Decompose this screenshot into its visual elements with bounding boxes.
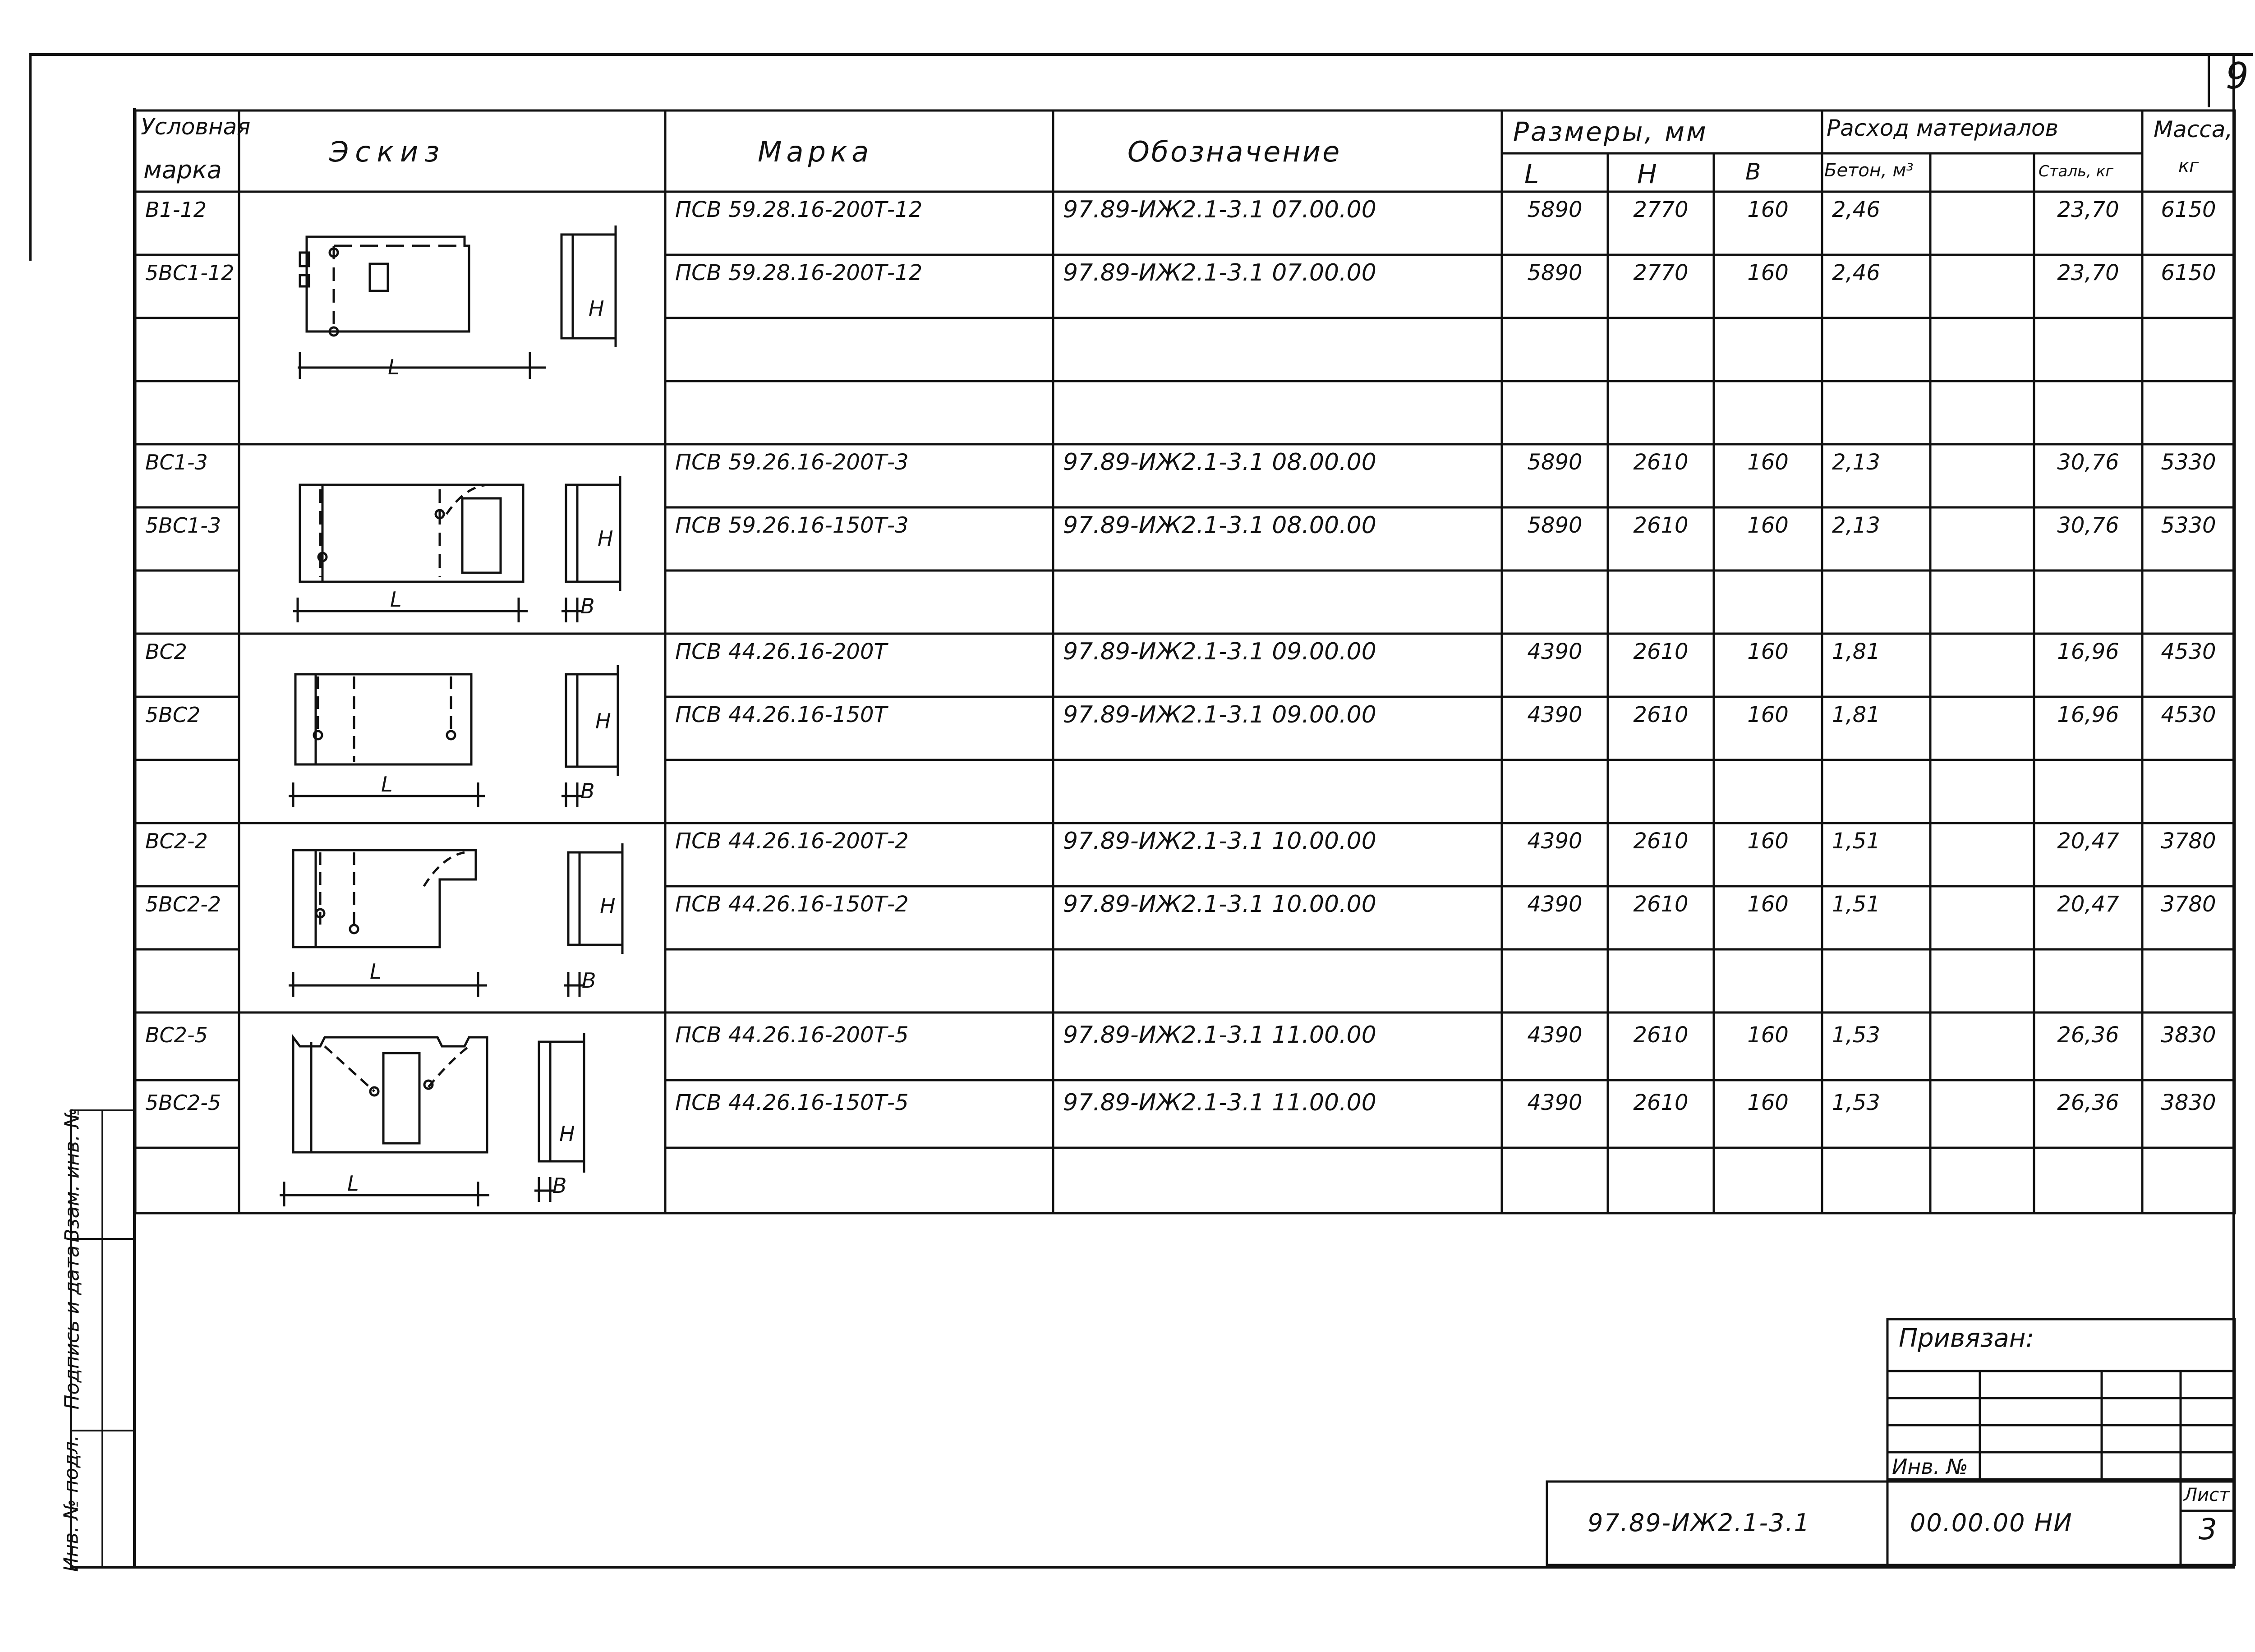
cell-L: 4390 — [1527, 702, 1583, 727]
cell-marka: ПСВ 44.26.16-150Т-2 — [675, 892, 909, 917]
sketch-panel-vs2-5 — [280, 1033, 584, 1206]
cell-marka: ПСВ 44.26.16-150Т — [675, 702, 887, 727]
cell-oboznachenie: 97.89-ИЖ2.1-3.1 11.00.00 — [1063, 1022, 1376, 1049]
sketch3-h-label: H — [595, 709, 611, 733]
cell-beton: 2,46 — [1832, 197, 1880, 222]
cell-B: 160 — [1747, 702, 1789, 727]
cell-massa: 3780 — [2161, 892, 2216, 917]
cell-L: 5890 — [1527, 197, 1583, 222]
cell-H: 2770 — [1633, 197, 1689, 222]
cell-B: 160 — [1747, 197, 1789, 222]
cell-uslovnaya: В1-12 — [145, 198, 207, 222]
cell-beton: 2,46 — [1832, 260, 1880, 285]
cell-stal: 23,70 — [2057, 260, 2119, 285]
sketch5-l-label: L — [347, 1171, 359, 1196]
title-privyazan: Привязан: — [1899, 1324, 2034, 1353]
cell-oboznachenie: 97.89-ИЖ2.1-3.1 07.00.00 — [1063, 196, 1376, 223]
cell-uslovnaya: 5ВС2 — [145, 703, 201, 727]
cell-beton: 1,51 — [1832, 828, 1880, 854]
cell-oboznachenie: 97.89-ИЖ2.1-3.1 10.00.00 — [1063, 828, 1376, 855]
cell-oboznachenie: 97.89-ИЖ2.1-3.1 07.00.00 — [1063, 259, 1376, 286]
cell-stal: 30,76 — [2057, 513, 2119, 538]
title-doc-num: 00.00.00 НИ — [1910, 1509, 2073, 1537]
sketch3-b-label: B — [580, 779, 595, 803]
cell-massa: 3830 — [2161, 1022, 2216, 1048]
header-uslovnaya-1: Условная — [141, 114, 251, 140]
cell-B: 160 — [1747, 892, 1789, 917]
sketch2-h-label: H — [598, 526, 613, 551]
cell-beton: 2,13 — [1832, 450, 1880, 475]
cell-L: 4390 — [1527, 639, 1583, 664]
cell-L: 5890 — [1527, 450, 1583, 475]
title-doc-code: 97.89-ИЖ2.1-3.1 — [1588, 1509, 1810, 1537]
cell-B: 160 — [1747, 450, 1789, 475]
cell-uslovnaya: ВС2 — [145, 640, 187, 664]
cell-stal: 26,36 — [2057, 1022, 2119, 1048]
sketch2-l-label: L — [390, 587, 402, 612]
cell-L: 4390 — [1527, 1022, 1583, 1048]
header-razmery: Размеры, мм — [1513, 116, 1708, 147]
cell-uslovnaya: ВС2-2 — [145, 829, 208, 853]
cell-uslovnaya: 5ВС2-5 — [145, 1091, 221, 1115]
cell-uslovnaya: 5ВС1-3 — [145, 513, 221, 538]
cell-oboznachenie: 97.89-ИЖ2.1-3.1 10.00.00 — [1063, 891, 1376, 918]
header-massa-1: Масса, — [2154, 116, 2233, 143]
cell-oboznachenie: 97.89-ИЖ2.1-3.1 09.00.00 — [1063, 701, 1376, 728]
header-oboznachenie: Обозначение — [1128, 135, 1342, 168]
sketch4-b-label: B — [582, 968, 596, 993]
header-massa-2: кг — [2178, 156, 2199, 176]
side-stamp-label-podpis: Подпись и дата — [60, 1245, 84, 1410]
cell-marka: ПСВ 44.26.16-200Т-5 — [675, 1022, 909, 1048]
cell-L: 4390 — [1527, 828, 1583, 854]
cell-B: 160 — [1747, 1090, 1789, 1115]
cell-oboznachenie: 97.89-ИЖ2.1-3.1 09.00.00 — [1063, 638, 1376, 665]
cell-oboznachenie: 97.89-ИЖ2.1-3.1 08.00.00 — [1063, 512, 1376, 539]
cell-uslovnaya: 5ВС1-12 — [145, 261, 235, 285]
cell-massa: 5330 — [2161, 513, 2216, 538]
cell-oboznachenie: 97.89-ИЖ2.1-3.1 11.00.00 — [1063, 1089, 1376, 1116]
header-beton: Бетон, м³ — [1824, 160, 1914, 181]
title-list-label: Лист — [2184, 1485, 2230, 1505]
cell-stal: 20,47 — [2057, 892, 2119, 917]
cell-massa: 4530 — [2161, 702, 2216, 727]
cell-stal: 23,70 — [2057, 197, 2119, 222]
cell-H: 2610 — [1633, 892, 1689, 917]
header-size-l: L — [1524, 159, 1539, 189]
cell-massa: 5330 — [2161, 450, 2216, 475]
sketch-panel-vs2-2 — [289, 843, 622, 997]
cell-B: 160 — [1747, 828, 1789, 854]
cell-beton: 2,13 — [1832, 513, 1880, 538]
header-raskhod: Расход материалов — [1827, 115, 2059, 141]
cell-H: 2770 — [1633, 260, 1689, 285]
sketch-panel-vs2 — [289, 665, 618, 807]
cell-marka: ПСВ 59.28.16-200Т-12 — [675, 260, 923, 285]
cell-marka: ПСВ 44.26.16-200Т-2 — [675, 828, 909, 854]
cell-H: 2610 — [1633, 639, 1689, 664]
cell-H: 2610 — [1633, 828, 1689, 854]
cell-massa: 6150 — [2161, 197, 2216, 222]
side-stamp-label-vzam: Взам. инв. № — [60, 1108, 84, 1242]
cell-H: 2610 — [1633, 1022, 1689, 1048]
sketch4-l-label: L — [370, 959, 382, 984]
cell-marka: ПСВ 59.26.16-200Т-3 — [675, 450, 909, 475]
cell-marka: ПСВ 59.26.16-150Т-3 — [675, 513, 909, 538]
cell-marka: ПСВ 44.26.16-150Т-5 — [675, 1090, 909, 1115]
cell-H: 2610 — [1633, 1090, 1689, 1115]
cell-uslovnaya: ВС2-5 — [145, 1023, 208, 1047]
sketch-panel-vs1-12 — [298, 225, 616, 379]
cell-stal: 20,47 — [2057, 828, 2119, 854]
cell-stal: 30,76 — [2057, 450, 2119, 475]
cell-oboznachenie: 97.89-ИЖ2.1-3.1 08.00.00 — [1063, 449, 1376, 476]
cell-B: 160 — [1747, 639, 1789, 664]
sketch4-h-label: H — [600, 894, 616, 918]
cell-beton: 1,81 — [1832, 702, 1880, 727]
title-list-num: 3 — [2199, 1513, 2217, 1546]
header-uslovnaya-2: марка — [143, 156, 222, 184]
cell-massa: 4530 — [2161, 639, 2216, 664]
sketch1-h-label: H — [589, 296, 604, 321]
sketch2-b-label: B — [580, 594, 595, 618]
page-number: 9 — [2226, 55, 2249, 97]
sketch5-h-label: H — [559, 1122, 575, 1146]
sketch5-b-label: B — [552, 1173, 567, 1198]
header-size-h: H — [1637, 159, 1657, 189]
cell-beton: 1,53 — [1832, 1090, 1880, 1115]
cell-marka: ПСВ 59.28.16-200Т-12 — [675, 197, 923, 222]
header-size-b: B — [1745, 159, 1761, 185]
header-marka: Марка — [758, 135, 874, 168]
cell-B: 160 — [1747, 513, 1789, 538]
header-stal: Сталь, кг — [2039, 162, 2114, 180]
cell-H: 2610 — [1633, 450, 1689, 475]
cell-massa: 6150 — [2161, 260, 2216, 285]
cell-marka: ПСВ 44.26.16-200Т — [675, 639, 887, 664]
cell-B: 160 — [1747, 1022, 1789, 1048]
cell-L: 5890 — [1527, 260, 1583, 285]
cell-uslovnaya: ВС1-3 — [145, 450, 208, 474]
cell-stal: 26,36 — [2057, 1090, 2119, 1115]
title-inv-no: Инв. № — [1892, 1454, 1968, 1479]
sketch3-l-label: L — [381, 772, 393, 796]
sketch-panel-vs1-3 — [293, 476, 620, 622]
cell-beton: 1,51 — [1832, 892, 1880, 917]
cell-L: 4390 — [1527, 1090, 1583, 1115]
cell-massa: 3830 — [2161, 1090, 2216, 1115]
cell-uslovnaya: 5ВС2-2 — [145, 892, 221, 916]
cell-massa: 3780 — [2161, 828, 2216, 854]
cell-L: 4390 — [1527, 892, 1583, 917]
cell-beton: 1,53 — [1832, 1022, 1880, 1048]
cell-B: 160 — [1747, 260, 1789, 285]
cell-stal: 16,96 — [2057, 702, 2119, 727]
cell-H: 2610 — [1633, 513, 1689, 538]
sketch1-l-label: L — [388, 355, 400, 379]
side-stamp-label-inv-podl: Инв. № подл. — [60, 1435, 83, 1572]
cell-beton: 1,81 — [1832, 639, 1880, 664]
cell-stal: 16,96 — [2057, 639, 2119, 664]
cell-H: 2610 — [1633, 702, 1689, 727]
header-eskiz: Эскиз — [329, 135, 446, 168]
cell-L: 5890 — [1527, 513, 1583, 538]
